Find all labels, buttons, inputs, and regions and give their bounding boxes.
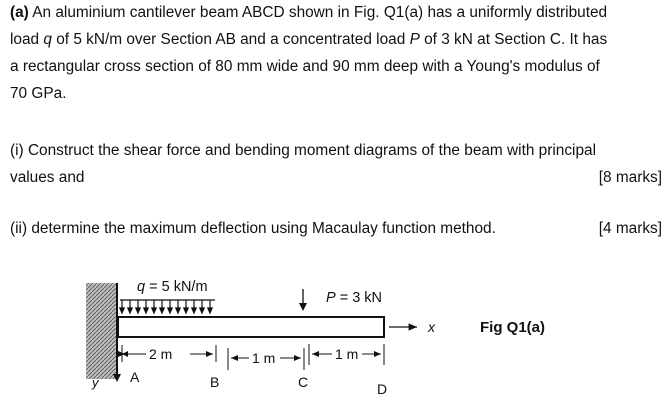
udl-label: q = 5 kN/m xyxy=(137,279,208,295)
udl-arrowhead xyxy=(120,308,124,313)
udl-arrowhead xyxy=(192,308,196,313)
udl-arrowhead xyxy=(160,308,164,313)
point-load-label: P = 3 kN xyxy=(326,290,383,306)
question-line-3: a rectangular cross section of 80 mm wide and 90 mm deep with a Young's modulus of xyxy=(10,58,600,75)
udl-arrows xyxy=(120,300,215,313)
x-axis-label: x xyxy=(428,319,435,335)
point-c-label: C xyxy=(298,374,309,390)
y-axis-label: y xyxy=(92,375,99,390)
question-line-4: 70 GPa. xyxy=(10,85,67,102)
dimension-ab: 2 m xyxy=(149,346,173,362)
udl-arrowhead xyxy=(208,308,212,313)
udl-arrowhead xyxy=(200,308,204,313)
dimension-cd: 1 m xyxy=(335,346,359,362)
point-load-arrow xyxy=(299,289,307,311)
udl-arrowhead xyxy=(128,308,132,313)
part-label: (a) xyxy=(10,4,29,21)
udl-arrowhead xyxy=(152,308,156,313)
point-d-label: D xyxy=(377,381,388,397)
udl-arrowhead xyxy=(136,308,140,313)
part-ii-marks: [4 marks] xyxy=(598,220,662,237)
point-b-label: B xyxy=(210,374,220,390)
udl-arrowhead xyxy=(184,308,188,313)
question-line-2: load q of 5 kN/m over Section AB and a concentrated load P of 3 kN at Section C. It has xyxy=(10,31,608,48)
udl-arrowhead xyxy=(144,308,148,313)
figure-caption: Fig Q1(a) xyxy=(480,319,546,336)
question-line-1: (a) An aluminium cantilever beam ABCD shown in Fig. Q1(a) has a uniformly distributed xyxy=(10,4,608,21)
part-ii-text: (ii) determine the maximum deflection using Macaulay function method. xyxy=(10,220,496,237)
dimension-bc: 1 m xyxy=(252,350,276,366)
part-i-line-2: values and [8 marks] xyxy=(10,164,662,191)
udl-arrowhead xyxy=(168,308,172,313)
fixed-wall-support xyxy=(86,283,116,379)
part-i-marks: [8 marks] xyxy=(598,169,662,186)
udl-arrowhead xyxy=(176,308,180,313)
point-a-label: A xyxy=(130,369,140,385)
part-i-line-1: (i) Construct the shear force and bending moment diagrams of the beam with principal xyxy=(10,142,596,159)
beam xyxy=(118,317,384,337)
